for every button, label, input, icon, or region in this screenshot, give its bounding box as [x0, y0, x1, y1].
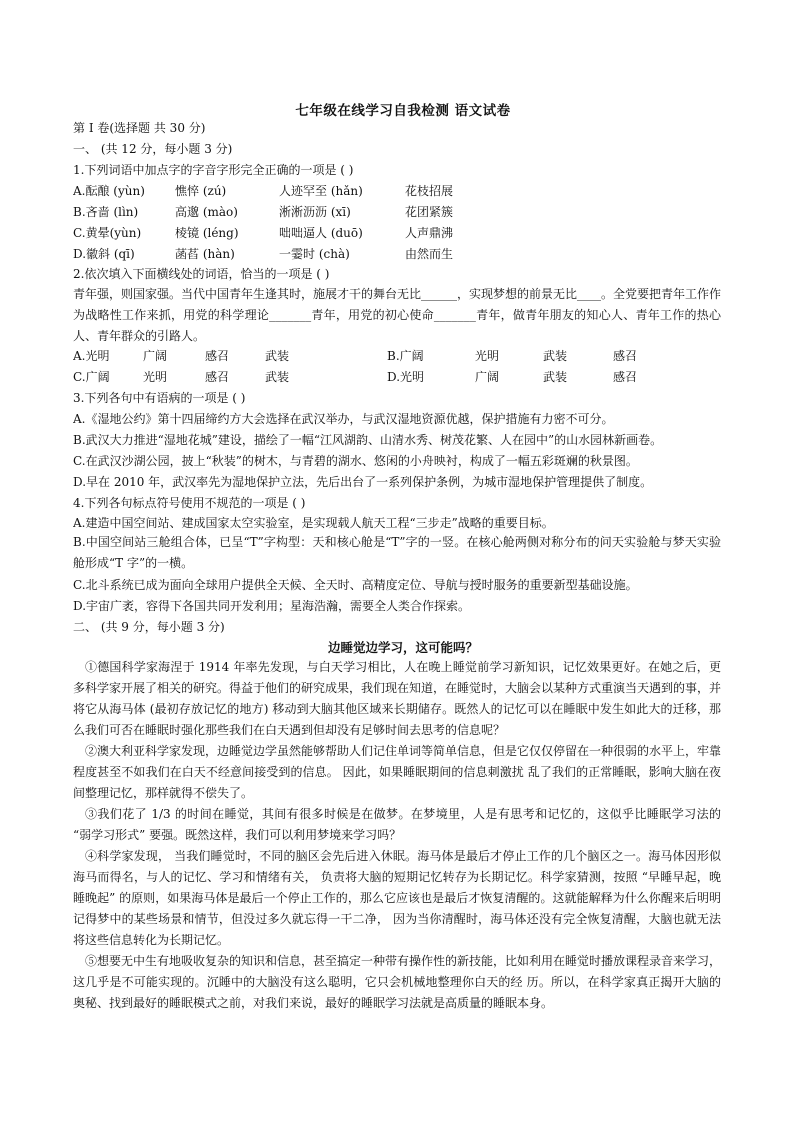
question-4-stem: 4.下列各句标点符号使用不规范的一项是 ( ): [73, 496, 306, 510]
option-text: 人迹罕至 (hǎn): [279, 184, 363, 198]
option-text: 光明: [143, 370, 168, 384]
option-text: B.广阔: [387, 349, 424, 363]
question-2-stem: 2.依次填入下面横线处的词语，恰当的一项是 ( ): [73, 267, 330, 281]
option-text: 光明: [475, 349, 500, 363]
option-text: 武装: [543, 349, 568, 363]
option-text: 感召: [205, 349, 230, 363]
option-text: 一霎时 (chà): [279, 247, 350, 261]
question-3-option-a: A.《湿地公约》第十四届缔约方大会选择在武汉举办，与武汉湿地资源优越，保护措施有力密不可分。: [73, 412, 614, 426]
option-text: 高邈 (mào): [175, 205, 238, 219]
option-text: B.吝啬 (lìn): [73, 205, 139, 219]
question-3-option-c: C.在武汉沙湖公园，披上“秋装”的树木，与青碧的湖水、悠闲的小舟映衬，构成了一幅五彩斑斓的秋景图。: [73, 454, 638, 468]
option-text: D.徽斜 (qī): [73, 247, 135, 261]
option-text: 感召: [613, 370, 638, 384]
part-heading: 第 I 卷(选择题 共 30 分): [73, 121, 206, 135]
option-text: 淅淅沥沥 (xī): [279, 205, 351, 219]
question-3-option-b: B.武汉大力推进“湿地花城”建设，描绘了一幅“江风湖韵、山清水秀、树茂花繁、人在园中”的山水园林新画卷。: [73, 433, 663, 447]
section-2-heading: 二、 (共 9 分，每小题 3 分): [73, 620, 225, 634]
question-1-option-a: [73, 182, 733, 200]
question-4-option-d: D.宇宙广袤，容得下各国共同开发利用；星海浩瀚，需要全人类合作探索。: [73, 599, 471, 613]
option-text: 武装: [265, 349, 290, 363]
option-text: C.黄晕(yùn): [73, 226, 142, 240]
question-3-stem: 3.下列各句中有语病的一项是 ( ): [73, 391, 246, 405]
option-text: A.酝酿 (yùn): [73, 184, 145, 198]
question-4-option-a: A.建造中国空间站、建成国家太空实验室，是实现载人航天工程“三步走”战略的重要目标。: [73, 516, 554, 530]
option-text: 感召: [205, 370, 230, 384]
option-text: 咄咄逼人 (duō): [279, 226, 363, 240]
option-text: D.光明: [387, 370, 425, 384]
option-text: 菡萏 (hàn): [175, 247, 235, 261]
question-1-option-c: [73, 224, 733, 242]
question-2-options-ab: [73, 347, 733, 365]
question-1-option-d: [73, 245, 733, 263]
option-text: 武装: [543, 370, 568, 384]
question-1-option-b: [73, 203, 733, 221]
article-paragraph-1: ①德国科学家海涅于 1914 年率先发现，与白天学习相比，人在晚上睡觉前学习新知识，记忆效果更好。在她之后，更多科学家开展了相关的研究。得益于他们的研究成果，我们现在知道，在睡觉时，大脑会以某种方式重演当天遇到的事，并将它从海马体 (最初存放记忆的地方) 移动到大脑其他区域来长期储存。既然人的记忆可以在睡眠中发生如此大的迁移，那么我们可否在睡眠时强化那些我们在白天遇到但却没有足够时间去思考的信息呢？: [73, 660, 722, 737]
option-text: 广阔: [143, 349, 168, 363]
article-title: 边睡觉边学习，这可能吗？: [327, 640, 478, 655]
question-3-option-d: D.早在 2010 年，武汉率先为湿地保护立法，先后出台了一系列保护条例，为城市湿地保护管理提供了制度。: [73, 475, 653, 489]
option-text: A.光明: [73, 349, 110, 363]
question-4-option-b: B.中国空间站三舱组合体，已呈“T”字构型：天和核心舱是“T”字的一竖。在核心舱两侧对称分布的问天实验舱与梦天实验舱形成“T 字”的一横。: [73, 535, 721, 570]
option-text: 憔悴 (zú): [175, 184, 227, 198]
article-paragraph-2: ②澳大利亚科学家发现，边睡觉边学虽然能够帮助人们记住单词等简单信息，但是它仅仅停留在一种很弱的水平上，牢靠程度甚至不如我们在白天不经意间接受到的信息。 因此，如果睡眠期间的信息刺激扰 乱了我们的正常睡眠，影响大脑在夜间整理记忆，那样就得不偿失了。: [73, 744, 722, 800]
option-text: 广阔: [475, 370, 500, 384]
option-text: 花团紧簇: [405, 205, 454, 219]
question-2-passage: 青年强，则国家强。当代中国青年生逢其时，施展才干的舞台无比______，实现梦想的前景无比____。全党要把青年工作作为战略性工作来抓，用党的科学理论_______青年，用党的初心使命_______青年，做青年朋友的知心人、青年工作的热心人、青年群众的引路人。: [73, 287, 722, 343]
option-text: 花枝招展: [405, 184, 454, 198]
question-2-options-cd: [73, 368, 733, 386]
option-text: 武装: [265, 370, 290, 384]
option-text: 人声鼎沸: [405, 226, 454, 240]
option-text: 棱镜 (léng): [175, 226, 239, 240]
article-paragraph-4: ④科学家发现， 当我们睡觉时，不同的脑区会先后进入休眠。海马体是最后才停止工作的几个脑区之一。海马体因形似海马而得名，与人的记忆、学习和情绪有关， 负责将大脑的短期记忆转存为长期记忆。科学家猜测，按照 “早睡早起，晚睡晚起” 的原则，如果海马体是最后一个停止工作的，那么它应该也是最后才恢复清醒的。这就能解释为什么你醒来后明明记得梦中的某些场景和情节，但没过多久就忘得一干二净， 因为当你清醒时，海马体还没有完全恢复清醒，大脑也就无法将这些信息转化为长期记忆。: [73, 849, 721, 947]
article-paragraph-5: ⑤想要无中生有地吸收复杂的知识和信息，甚至搞定一种带有操作性的新技能，比如利用在睡觉时播放课程录音来学习，这几乎是不可能实现的。沉睡中的大脑没有这么聪明，它只会机械地整理你白天的经 历。所以，在科学家真正揭开大脑的奥秘、找到最好的睡眠模式之前，对我们来说，最好的睡眠学习法就是高质量的睡眠本身。: [73, 954, 722, 1010]
article-paragraph-3: ③我们花了 1/3 的时间在睡觉，其间有很多时候是在做梦。在梦境里，人是有思考和记忆的，这似乎比睡眠学习法的 “弱学习形式” 要强。既然这样，我们可以利用梦境来学习吗？: [73, 807, 721, 842]
option-text: C.广阔: [73, 370, 110, 384]
exam-title: 七年级在线学习自我检测 语文试卷: [295, 103, 511, 119]
question-1-stem: 1.下列词语中加点字的字音字形完全正确的一项是 ( ): [73, 163, 354, 177]
option-text: 由然而生: [405, 247, 454, 261]
question-4-option-c: C.北斗系统已成为面向全球用户提供全天候、全天时、高精度定位、导航与授时服务的重要新型基础设施。: [73, 578, 638, 592]
option-text: 感召: [613, 349, 638, 363]
section-1-heading: 一、 (共 12 分，每小题 3 分): [73, 142, 233, 156]
